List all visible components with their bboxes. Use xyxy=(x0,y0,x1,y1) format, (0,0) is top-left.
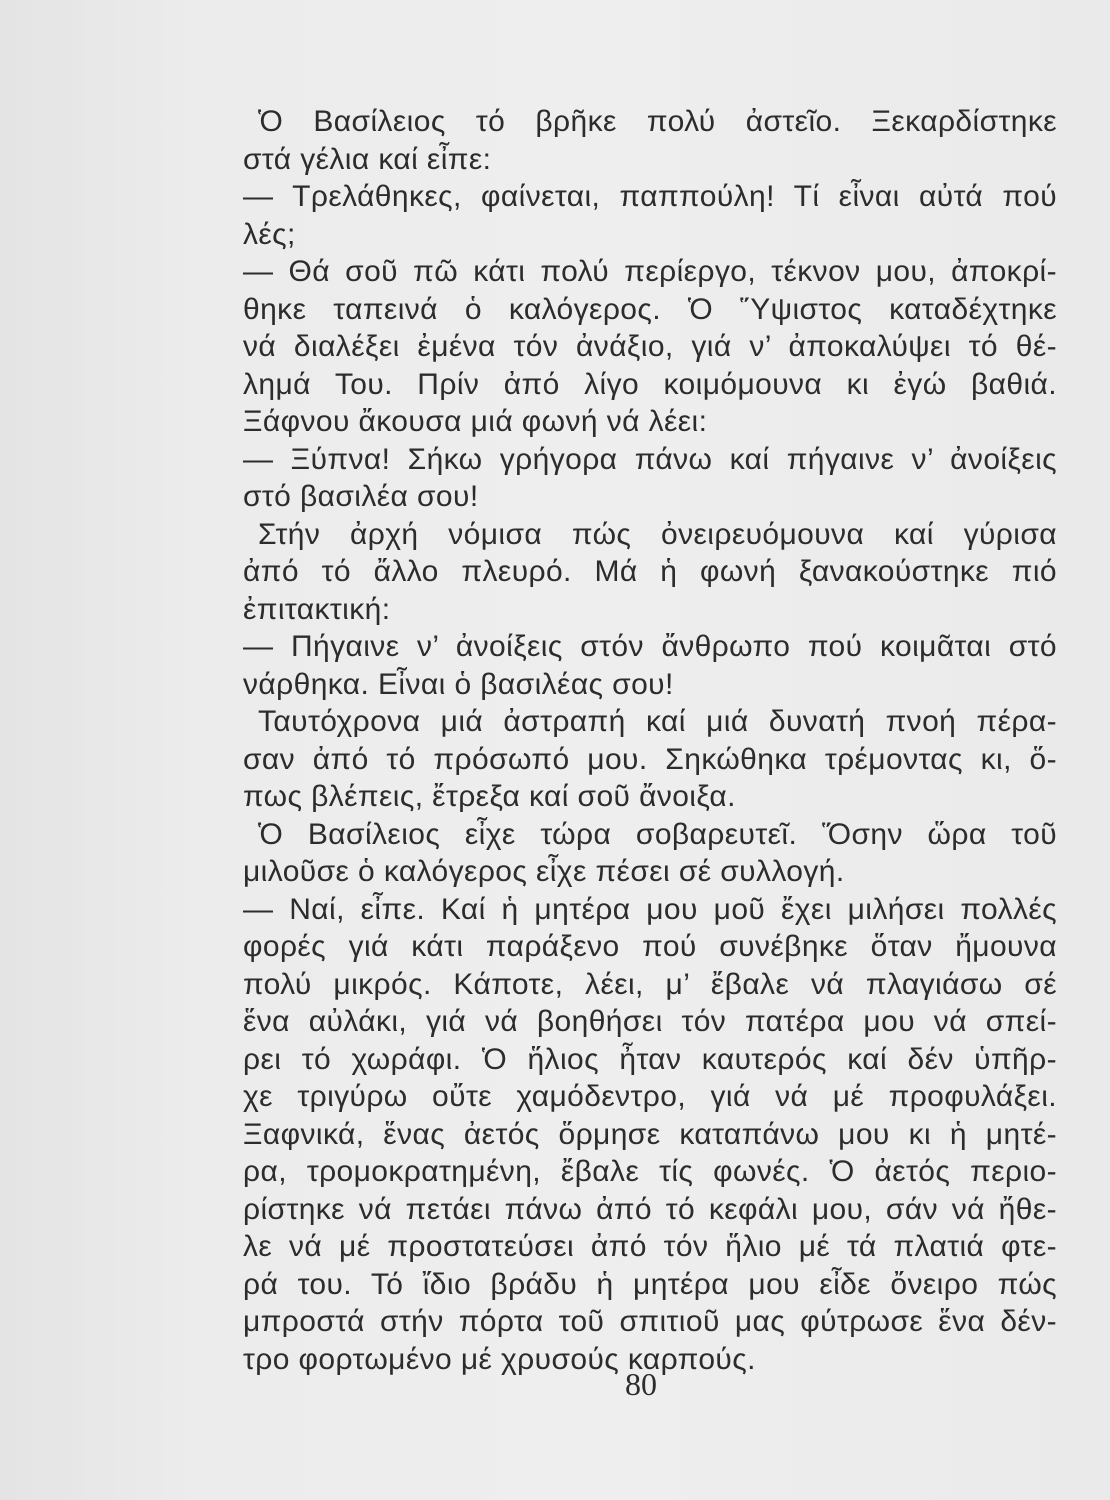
text-line: στό βασιλέα σου! xyxy=(243,480,479,513)
text-line: — Πήγαινε ν’ ἀνοίξεις στόν ἄνθρωπο πού κοιμᾶται στό xyxy=(243,630,1057,663)
text-line: Ταυτόχρονα μιά ἀστραπή καί μιά δυνατή πνοή πέρα- xyxy=(258,705,1057,738)
text-line: Ὁ Βασίλειος τό βρῆκε πολύ ἀστεῖο. Ξεκαρδίστηκε xyxy=(258,105,1057,138)
text-line: λημά Του. Πρίν ἀπό λίγο κοιμόμουνα κι ἐγώ βαθιά. xyxy=(243,367,1057,401)
text-line: ρά του. Τό ἴδιο βράδυ ἡ μητέρα μου εἶδε ὄνειρο πώς xyxy=(243,1267,1057,1301)
text-line: πως βλέπεις, ἔτρεξα καί σοῦ ἄνοιξα. xyxy=(243,780,736,813)
page-number: 80 xyxy=(625,1366,657,1402)
text-line: μπροστά στήν πόρτα τοῦ σπιτιοῦ μας φύτρωσε ἕνα δέν- xyxy=(243,1305,1057,1338)
body-text xyxy=(243,103,1057,1378)
text-line: — Θά σοῦ πῶ κάτι πολύ περίεργο, τέκνον μου, ἀποκρί- xyxy=(243,255,1057,288)
text-line: ρίστηκε νά πετάει πάνω ἀπό τό κεφάλι μου, σάν νά ἤθε- xyxy=(243,1192,1057,1226)
text-line: νά διαλέξει ἐμένα τόν ἀνάξιο, γιά ν’ ἀποκαλύψει τό θέ- xyxy=(243,330,1057,363)
text-line: Ξαφνικά, ἕνας ἀετός ὅρμησε καταπάνω μου κι ἡ μητέ- xyxy=(243,1117,1057,1151)
text-line: ρα, τρομοκρατημένη, ἔβαλε τίς φωνές. Ὁ ἀετός περιο- xyxy=(243,1155,1057,1188)
text-line: Ξάφνου ἄκουσα μιά φωνή νά λέει: xyxy=(243,405,708,438)
text-line: χε τριγύρω οὔτε χαμόδεντρο, γιά νά μέ προφυλάξει. xyxy=(243,1080,1057,1113)
text-line: σαν ἀπό τό πρόσωπό μου. Σηκώθηκα τρέμοντας κι, ὅ- xyxy=(243,742,1057,776)
text-line: πολύ μικρός. Κάποτε, λέει, μ’ ἔβαλε νά πλαγιάσω σέ xyxy=(243,967,1057,1001)
text-line: λές; xyxy=(243,217,296,251)
text-line: — Ξύπνα! Σήκω γρήγορα πάνω καί πήγαινε ν’ ἀνοίξεις xyxy=(243,442,1057,476)
text-line: ἀπό τό ἄλλο πλευρό. Μά ἡ φωνή ξανακούστηκε πιό xyxy=(243,555,1057,588)
text-line: λε νά μέ προστατεύσει ἀπό τόν ἥλιο μέ τά πλατιά φτε- xyxy=(243,1230,1057,1263)
text-line: — Τρελάθηκες, φαίνεται, παππούλη! Τί εἶναι αὐτά πού xyxy=(243,180,1057,213)
text-line: ἐπιτακτική: xyxy=(243,592,391,626)
text-line: ρει τό χωράφι. Ὁ ἥλιος ἦταν καυτερός καί δέν ὑπῆρ- xyxy=(243,1042,1057,1076)
text-line: φορές γιά κάτι παράξενο πού συνέβηκε ὅταν ἤμουνα xyxy=(243,930,1057,963)
text-line: στά γέλια καί εἶπε: xyxy=(243,142,492,176)
text-line: Ὁ Βασίλειος εἶχε τώρα σοβαρευτεῖ. Ὅσην ὥρα τοῦ xyxy=(258,817,1057,851)
text-line: μιλοῦσε ὁ καλόγερος εἶχε πέσει σέ συλλογή. xyxy=(243,855,845,888)
text-line: ἕνα αὐλάκι, γιά νά βοηθήσει τόν πατέρα μου νά σπεί- xyxy=(243,1005,1057,1038)
text-line: Στήν ἀρχή νόμισα πώς ὀνειρευόμουνα καί γύρισα xyxy=(258,517,1057,551)
text-line: τρο φορτωμένο μέ χρυσούς καρπούς. xyxy=(243,1342,756,1376)
text-line: — Ναί, εἶπε. Καί ἡ μητέρα μου μοῦ ἔχει μιλήσει πολλές xyxy=(243,892,1057,926)
text-line: νάρθηκα. Εἶναι ὁ βασιλέας σου! xyxy=(243,667,674,701)
text-line: θηκε ταπεινά ὁ καλόγερος. Ὁ Ὕψιστος καταδέχτηκε xyxy=(243,292,1057,326)
